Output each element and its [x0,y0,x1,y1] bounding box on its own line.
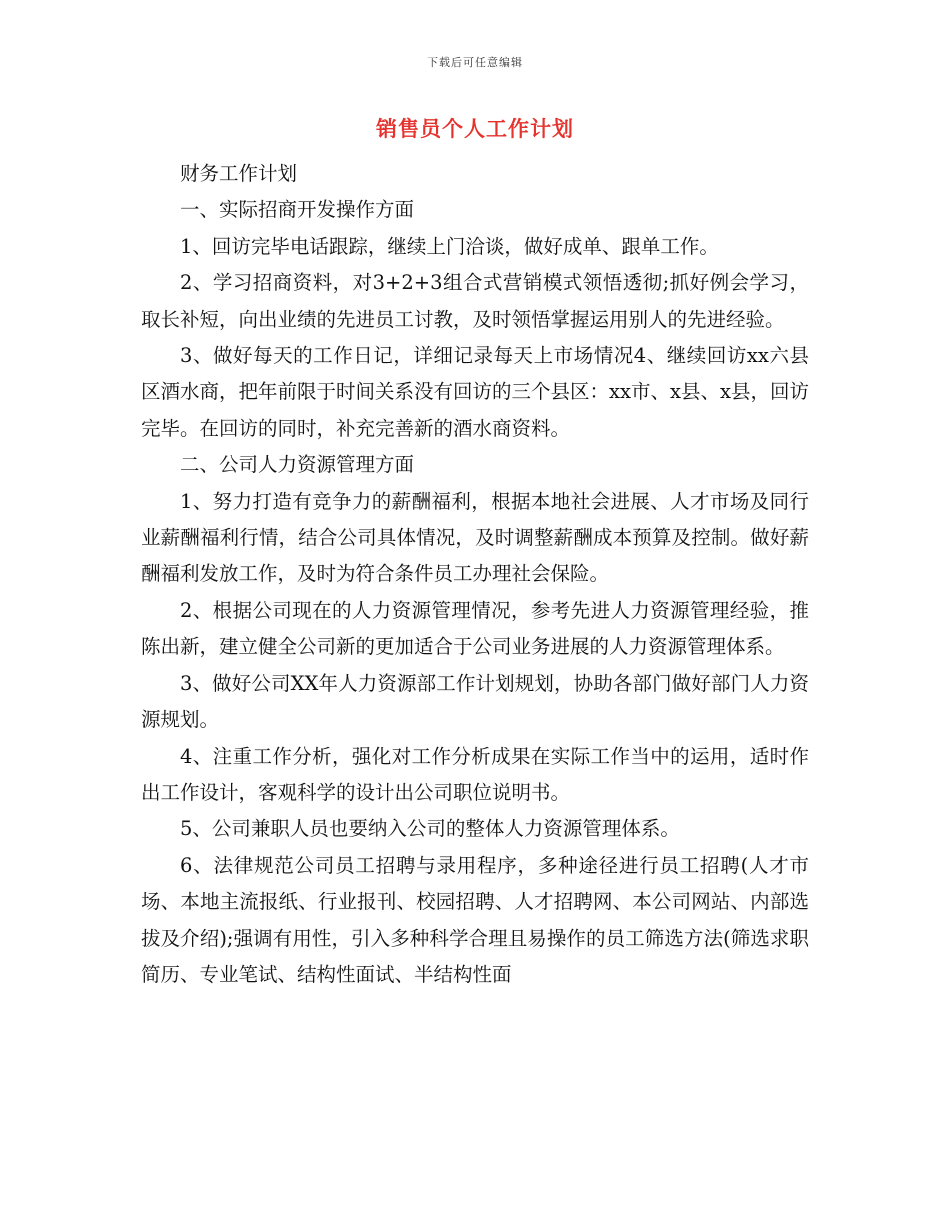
document-body [141,156,809,993]
header-note: 下载后可任意编辑 [427,56,523,69]
section-heading: 财务工作计划 [180,162,298,185]
paragraph: 1、回访完毕电话跟踪，继续上门洽谈，做好成单、跟单工作。 [180,234,719,258]
paragraph: 6、法律规范公司员工招聘与录用程序，多种途径进行员工招聘(人才市场、本地主流报纸、行业报刊、校园招聘、人才招聘网、本公司网站、内部选拔及介绍);强调有用性，引入多种科学合理且易操作的员工筛选方法(筛选求职简历、专业笔试、结构性面试、半结构性面 [141,853,809,986]
paragraph: 2、学习招商资料，对3+2+3组合式营销模式领悟透彻;抓好例会学习，取长补短，向出业绩的先进员工讨教，及时领悟掌握运用别人的先进经验。 [141,271,809,331]
paragraph: 1、努力打造有竞争力的薪酬福利，根据本地社会进展、人才市场及同行业薪酬福利行情，结合公司具体情况，及时调整薪酬成本预算及控制。做好薪酬福利发放工作，及时为符合条件员工办理社会保险。 [141,489,809,586]
paragraph: 3、做好每天的工作日记，详细记录每天上市场情况4、继续回访xx六县区酒水商，把年前限于时间关系没有回访的三个县区：xx市、x县、x县，回访完毕。在回访的同时，补充完善新的酒水商资料。 [141,344,809,440]
subsection-heading: 二、公司人力资源管理方面 [180,453,415,477]
paragraph: 5、公司兼职人员也要纳入公司的整体人力资源管理体系。 [180,817,680,841]
document-title: 销售员个人工作计划 [376,117,574,141]
paragraph: 3、做好公司XX年人力资源部工作计划规划，协助各部门做好部门人力资源规划。 [141,671,809,732]
paragraph: 4、注重工作分析，强化对工作分析成果在实际工作当中的运用，适时作出工作设计，客观科学的设计出公司职位说明书。 [141,744,809,804]
paragraph: 2、根据公司现在的人力资源管理情况，参考先进人力资源管理经验，推陈出新，建立健全公司新的更加适合于公司业务进展的人力资源管理体系。 [141,598,809,659]
subsection-heading: 一、实际招商开发操作方面 [180,198,415,222]
